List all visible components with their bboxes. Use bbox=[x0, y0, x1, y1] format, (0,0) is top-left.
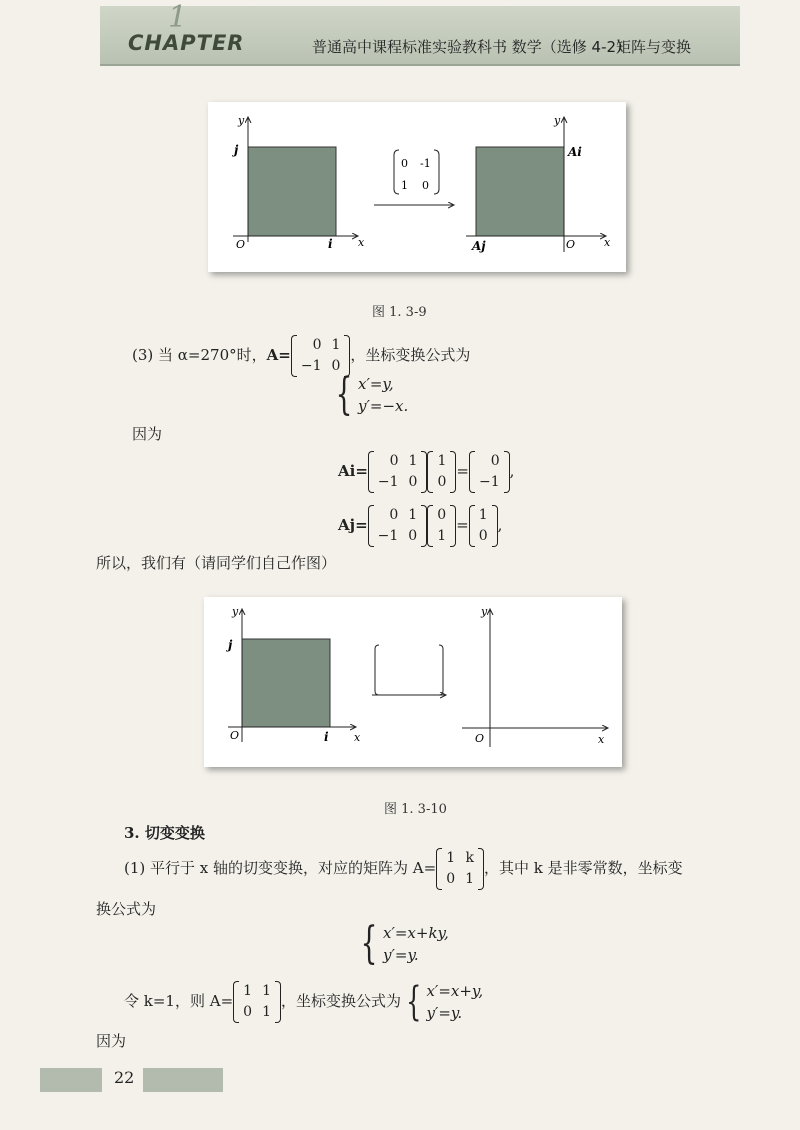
eq-aj: Aj= 0 1 −1 0 0 1 = 1 0 , bbox=[338, 505, 502, 547]
figure-1-3-10-caption: 图 1. 3-10 bbox=[384, 802, 447, 817]
shear-line-1: (1) 平行于 x 轴的切变变换，对应的矩阵为 A= 1 k 0 1 ，其中 k 是非零常数，坐标变 bbox=[124, 848, 683, 890]
footer-bar-right bbox=[143, 1068, 223, 1092]
para3-matrix: 0 1 −1 0 bbox=[291, 335, 351, 377]
origin-left-2: O bbox=[230, 729, 240, 742]
y-label-left: y bbox=[238, 114, 245, 127]
para3-line bbox=[132, 335, 470, 377]
figure-1-3-10-diagram bbox=[204, 597, 622, 767]
unit-square-left bbox=[248, 147, 336, 236]
section-title: 矩阵与变换 bbox=[616, 38, 692, 56]
page-number: 22 bbox=[114, 1068, 135, 1087]
figure-1-3-9-diagram bbox=[208, 102, 626, 272]
figure-1-3-9-caption: 图 1. 3-9 bbox=[372, 305, 427, 320]
unit-square-left-2 bbox=[242, 639, 330, 727]
eq-ai: Ai= 0 1 −1 0 1 0 = 0 −1 , bbox=[338, 451, 514, 493]
para3-prefix: (3) 当 α=270°时， bbox=[132, 346, 267, 364]
para3-suffix: ，坐标变换公式为 bbox=[350, 346, 471, 364]
unit-square-right bbox=[476, 147, 564, 236]
shear-line-3: 令 k=1，则 A= 1 1 0 1 ，坐标变换公式为 { x′=x+y, y′=y. bbox=[124, 979, 484, 1025]
coord-system-270: { x′=y, y′=−x. bbox=[335, 369, 409, 420]
j-label-left: j bbox=[234, 143, 239, 157]
i-label-left: i bbox=[328, 237, 333, 251]
figure-1-3-9 bbox=[208, 102, 626, 272]
y-label-right-2: y bbox=[481, 605, 488, 618]
origin-left: O bbox=[236, 238, 246, 251]
i-label-left-2: i bbox=[324, 730, 329, 744]
matrix-a21: 1 bbox=[401, 179, 408, 192]
x-label-left-2: x bbox=[354, 731, 361, 744]
origin-right-2: O bbox=[475, 732, 485, 745]
shear-line-2: 换公式为 bbox=[96, 900, 157, 918]
so-we-have: 所以，我们有（请同学们自己作图） bbox=[96, 554, 337, 572]
figure-1-3-10 bbox=[204, 597, 622, 767]
matrix-a22: 0 bbox=[422, 179, 429, 192]
book-title: 普通高中课程标准实验教科书 数学（选修 4-2） bbox=[312, 38, 632, 56]
x-label-left: x bbox=[358, 236, 365, 249]
because-2: 因为 bbox=[96, 1032, 127, 1050]
matrix-a12: -1 bbox=[420, 157, 431, 170]
x-label-right: x bbox=[604, 236, 611, 249]
ai-label: Ai bbox=[568, 145, 582, 159]
j-label-left-2: j bbox=[228, 638, 233, 652]
matrix-bracket-left bbox=[394, 150, 399, 194]
y-label-left-2: y bbox=[232, 605, 239, 618]
chapter-numeral: 1 bbox=[168, 0, 188, 35]
y-label-right: y bbox=[554, 114, 561, 127]
matrix-a11: 0 bbox=[401, 157, 408, 170]
x-label-right-2: x bbox=[598, 733, 605, 746]
para3-matA: A= bbox=[266, 346, 291, 364]
aj-label: Aj bbox=[472, 239, 486, 253]
origin-right: O bbox=[566, 238, 576, 251]
chapter-label: CHAPTER bbox=[128, 31, 245, 55]
matrix-bracket-right bbox=[434, 150, 439, 194]
empty-bracket-left bbox=[375, 645, 379, 695]
section-3-title: 3. 切变变换 bbox=[124, 824, 205, 842]
coord-system-shear: { x′=x+ky, y′=y. bbox=[360, 918, 449, 969]
footer-bar-left bbox=[40, 1068, 102, 1092]
empty-bracket-right bbox=[439, 645, 443, 695]
because-1: 因为 bbox=[132, 425, 163, 443]
